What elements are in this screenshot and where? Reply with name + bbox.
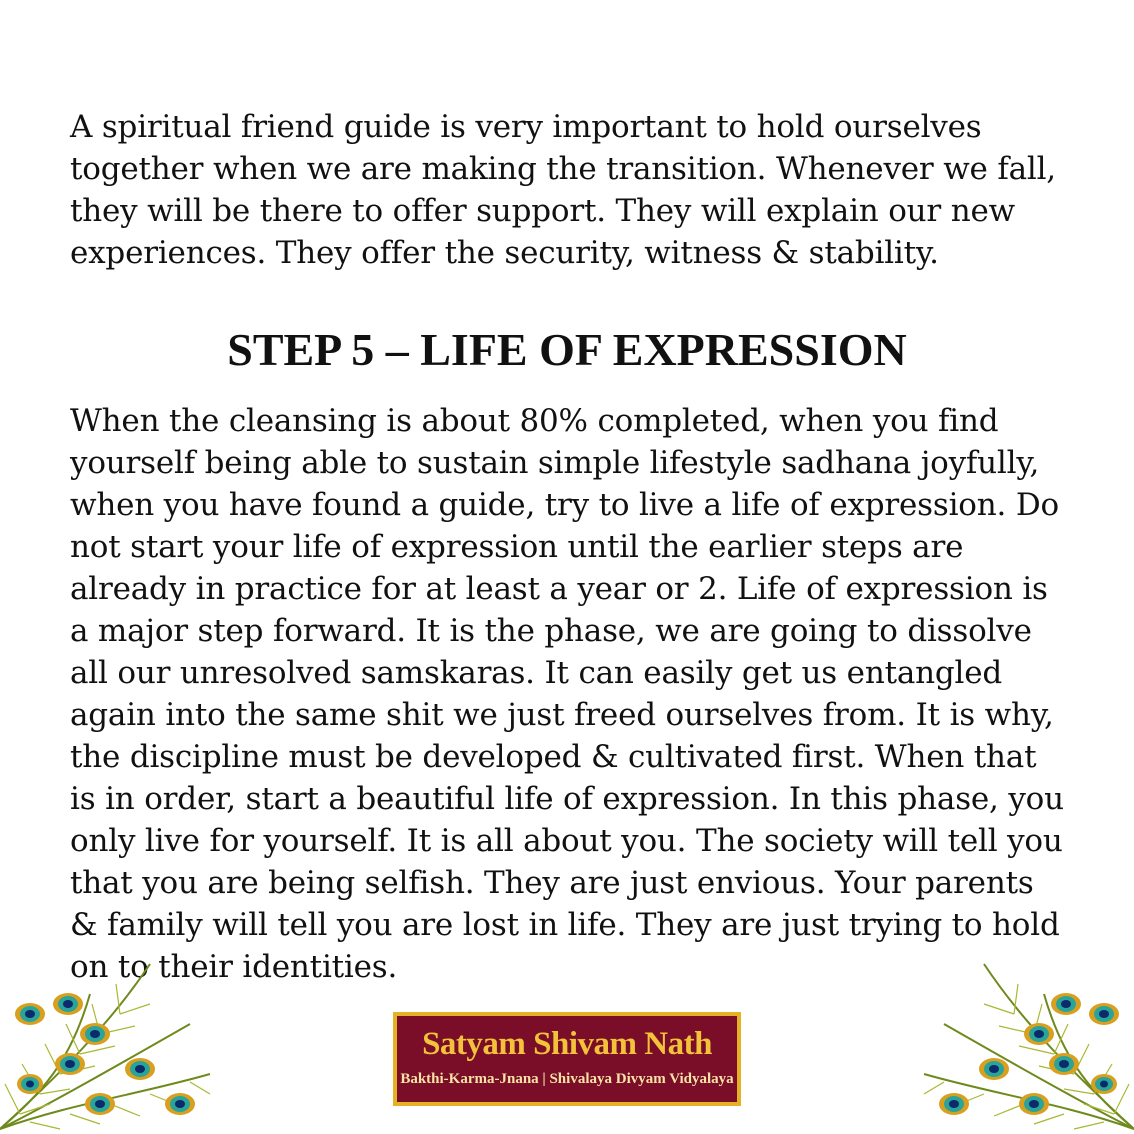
feather-eyes [15, 993, 195, 1115]
feather-eyes [939, 993, 1119, 1115]
peacock-feather-icon [914, 954, 1134, 1134]
logo-tagline: Bakthi-Karma-Jnana | Shivalaya Divyam Vidyalaya [400, 1071, 734, 1087]
intro-paragraph: A spiritual friend guide is very important to hold ourselves together when we are making the transition. Whenever we fall, they will be there to offer support. They will explain our new experiences. They offer the security, witness & stability. [70, 109, 1056, 271]
logo-title: Satyam Shivam Nath [422, 1026, 712, 1062]
peacock-feather-icon [0, 954, 220, 1134]
section-heading: STEP 5 – LIFE OF EXPRESSION [227, 324, 907, 375]
brand-logo [393, 1012, 741, 1106]
body-paragraph: When the cleansing is about 80% completed, when you find yourself being able to sustain simple lifestyle sadhana joyfully, when you have found a guide, try to live a life of expression. Do not start your life of expression until the earlier steps are already in practice for at least a year or 2. Life of expression is a major step forward. It is the phase, we are going to dissolve all our unresolved samskaras. It can easily get us entangled again into the same shit we just freed ourselves from. It is why, the discipline must be developed & cultivated first. When that is in order, start a beautiful life of expression. In this phase, you only live for yourself. It is all about you. The society will tell you that you are being selfish. They are just envious. Your parents & family will tell you are lost in life. They are just trying to hold on to their identities. [70, 403, 1064, 985]
